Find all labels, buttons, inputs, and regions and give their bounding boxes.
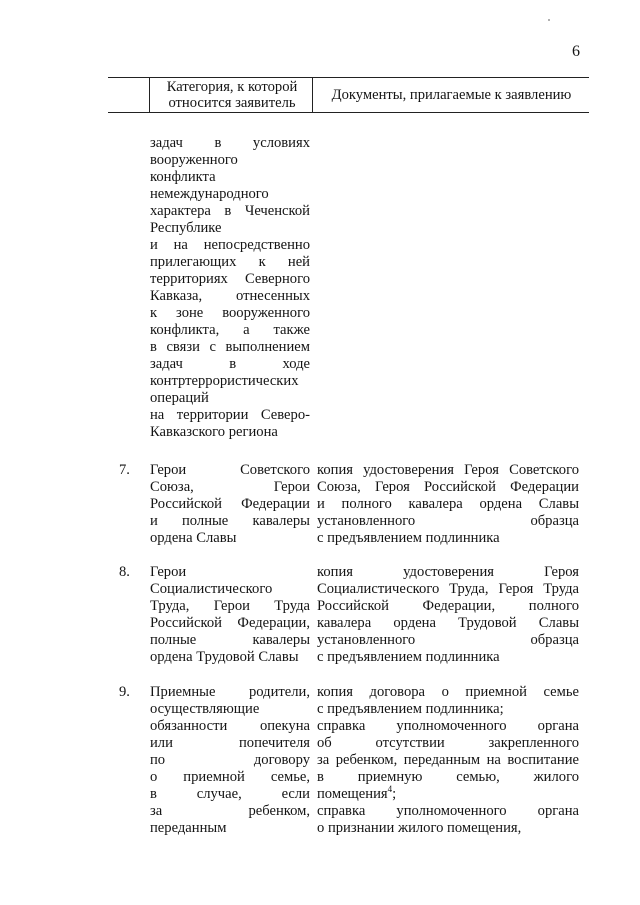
header-documents: Документы, прилагаемые к заявлению — [331, 87, 572, 103]
text-line: о приемной семье, — [150, 769, 310, 785]
footnote-marker[interactable]: 4 — [387, 784, 393, 794]
text-line: характера в Чеченской — [150, 203, 310, 219]
category-cell — [150, 135, 310, 441]
text-line: на территории Северо- — [150, 407, 310, 423]
text-line: Республике — [150, 220, 222, 236]
header-category: Категория, к которой относится заявитель — [166, 79, 298, 111]
category-cell — [150, 684, 310, 837]
text-line: операций — [150, 390, 209, 406]
table-header — [108, 77, 589, 113]
text-line: ордена Трудовой Славы — [150, 649, 299, 665]
text-line: Кавказского региона — [150, 424, 278, 440]
text-line: конфликта, а также — [150, 322, 310, 338]
text-line: Труда, Герои Труда — [150, 598, 310, 614]
scan-speck — [548, 19, 550, 21]
text-line: Кавказа, отнесенных — [150, 288, 310, 304]
text-line: Социалистического — [150, 581, 273, 597]
text-line: Российской Федерации, полного — [317, 598, 579, 614]
text-line: Герои Советского — [150, 462, 310, 478]
text-line: установленного образца — [317, 513, 579, 529]
text-line: помещения$^4$; — [317, 784, 397, 802]
text-line: Российской Федерации, — [150, 615, 310, 631]
text-line: справка уполномоченного органа — [317, 803, 579, 819]
text-line: и полного кавалера ордена Славы — [317, 496, 579, 512]
text-line: или попечителя — [150, 735, 310, 751]
text-line: с предъявлением подлинника — [317, 530, 500, 546]
text-line: территориях Северного — [150, 271, 310, 287]
text-line: в случае, если — [150, 786, 310, 802]
text-line: переданным — [150, 820, 227, 836]
text-line: немеждународного — [150, 186, 269, 202]
text-line: об отсутствии закрепленного — [317, 735, 579, 751]
row-number: 9. — [119, 684, 130, 700]
text-line: прилегающих к ней — [150, 254, 310, 270]
text-line: к зоне вооруженного — [150, 305, 310, 321]
text-line: задач в условиях — [150, 135, 310, 151]
text-line: Социалистического Труда, Героя Труда — [317, 581, 579, 597]
text-line: в связи с выполнением — [150, 339, 310, 355]
text-line: вооруженного — [150, 152, 238, 168]
text-line: задач в ходе — [150, 356, 310, 372]
text-line: полные кавалеры — [150, 632, 310, 648]
header-divider-right — [312, 78, 313, 112]
text-line: Союза, Герои — [150, 479, 310, 495]
text-line: справка уполномоченного органа — [317, 718, 579, 734]
text-line: установленного образца — [317, 632, 579, 648]
text-line: Российской Федерации — [150, 496, 310, 512]
text-line: копия удостоверения Героя — [317, 564, 579, 580]
row-number: 8. — [119, 564, 130, 580]
text-line: с предъявлением подлинника — [317, 649, 500, 665]
text-line: за ребенком, переданным на воспитание — [317, 752, 579, 768]
header-divider-left — [149, 78, 150, 112]
documents-cell — [317, 462, 579, 547]
text-line: Союза, Героя Российской Федерации — [317, 479, 579, 495]
text-line: Герои — [150, 564, 187, 580]
text-line: конфликта — [150, 169, 216, 185]
text-line: Приемные родители, — [150, 684, 310, 700]
text-line: с предъявлением подлинника; — [317, 701, 504, 717]
category-cell — [150, 564, 310, 666]
text-line: копия договора о приемной семье — [317, 684, 579, 700]
text-line: копия удостоверения Героя Советского — [317, 462, 579, 478]
text-line: ордена Славы — [150, 530, 237, 546]
text-line: осуществляющие — [150, 701, 260, 717]
documents-cell — [317, 564, 579, 666]
text-line: в приемную семью, жилого — [317, 769, 579, 785]
text-line: о признании жилого помещения, — [317, 820, 522, 836]
page-number: 6 — [572, 43, 580, 60]
row-number: 7. — [119, 462, 130, 478]
category-cell — [150, 462, 310, 547]
text-line: и на непосредственно — [150, 237, 310, 253]
text-line: и полные кавалеры — [150, 513, 310, 529]
text-line: за ребенком, — [150, 803, 310, 819]
text-line: обязанности опекуна — [150, 718, 310, 734]
text-line: по договору — [150, 752, 310, 768]
text-line: контртеррористических — [150, 373, 299, 389]
text-line: кавалера ордена Трудовой Славы — [317, 615, 579, 631]
documents-cell — [317, 684, 579, 837]
